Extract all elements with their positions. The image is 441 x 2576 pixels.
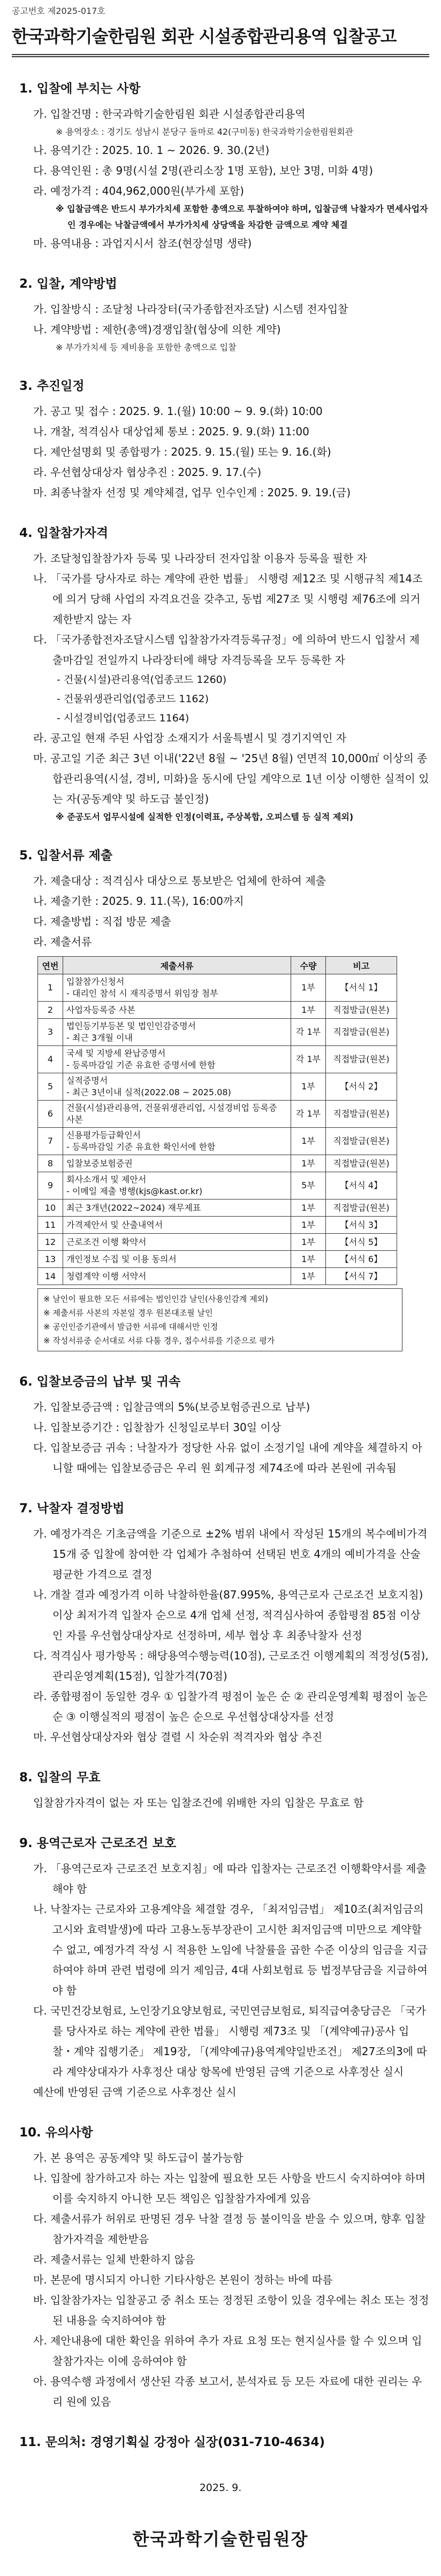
section-3 xyxy=(12,376,429,503)
document-name: 회사소개서 및 제안서 - 이메일 제출 병행(kjs@kast.or.kr) xyxy=(63,1172,291,1199)
table-row xyxy=(38,1002,397,1019)
license-item: - 건물(시설)관리용역(업종코드 1260) xyxy=(57,674,227,686)
table-row xyxy=(38,1268,397,1285)
section-1 xyxy=(12,79,429,253)
list-item: 다. 입찰보증금 귀속 : 낙찰자가 정당한 사유 없이 소정기일 내에 계약을 체결하지 아니할 때에는 입찰보증금은 우리 원 회계규정 제74조에 따라 본원에 귀속됨 xyxy=(33,1441,422,1474)
row-number: 2 xyxy=(38,1002,63,1019)
list-item: 마. 우선협상대상자와 협상 결렬 시 차순위 적격자와 협상 추진 xyxy=(33,1731,323,1743)
section-text: 입찰참가자격이 없는 자 또는 입찰조건에 위배한 자의 입찰은 무효로 함 xyxy=(33,1796,364,1809)
list-item: 다. 제안설명회 및 종합평가 : 2025. 9. 15.(월) 또는 9. 16.(화) xyxy=(33,445,331,458)
list-item: 사. 제안내용에 대한 확인을 위하여 추가 자료 요청 또는 현지실사를 할 수 있으며 입찰참가자는 이에 응하여야 함 xyxy=(33,2334,422,2367)
table-row xyxy=(38,1046,397,1073)
section-2 xyxy=(12,274,429,356)
section-11 xyxy=(12,2432,429,2450)
list-item: 다. 국민건강보험료, 노인장기요양보험료, 국민연금보험료, 퇴직급여충당금은 「국가를 당사자로 하는 계약에 관한 법률」 시행령 제73조 및 「(계약예규)공사 입찰・계약 집행기준」 제19장, 「(계약예규)용역계약일반조건」 제27조의3에 따라 계약상대자가 사후정산 대상 항목에 반영된 금액 기준으로 사후정산 실시 xyxy=(33,2004,427,2078)
list-item: 가. 입찰건명 : 한국과학기술한림원 회관 시설종합관리용역 xyxy=(33,107,306,120)
row-number: 9 xyxy=(38,1172,63,1199)
document-name: 국세 및 지방세 완납증명서 - 등록마감일 기준 유효한 증명서에 한함 xyxy=(63,1046,291,1073)
list-item: 나. 낙찰자는 근로자와 고용계약을 체결할 경우, 「최저임금법」 제10조(최저임금의 고시와 효력발생)에 따라 고용노동부장관이 고시한 최저임금액 미만으로 계약할 수 없고, 예정가격 작성 시 적용한 노임에 낙찰률을 곱한 수준 이상의 임금을 지급하여야 하며 관련 법령에 의거 제임금, 4대 사회보험료 등 법정부담금을 지급하여야 함 xyxy=(33,1903,428,1997)
list-item: 가. 제출대상 : 적격심사 대상으로 통보받은 업체에 한하여 제출 xyxy=(33,874,326,887)
row-number: 6 xyxy=(38,1101,63,1128)
list-item: 가. 본 용역은 공동계약 및 하도급이 불가능함 xyxy=(33,2151,244,2164)
row-number: 11 xyxy=(38,1217,63,1234)
list-item: 다. 제출서류가 허위로 판명된 경우 낙찰 결정 등 불이익을 받을 수 있으며, 향후 입찰참가자격을 제한받음 xyxy=(33,2212,425,2246)
list-item: 나. 제출기한 : 2025. 9. 11.(목), 16:00까지 xyxy=(33,895,244,908)
column-header: 연번 xyxy=(38,957,63,974)
section-heading: 2. 입찰, 계약방법 xyxy=(19,277,117,291)
table-body xyxy=(38,974,397,1285)
list-item: 라. 우선협상대상자 협상추진 : 2025. 9. 17.(수) xyxy=(33,466,262,479)
table-note: ※ 공인인증기관에서 발급한 서류에 대해서만 인정 xyxy=(43,1322,218,1332)
list-item: 라. 종합평점이 동일한 경우 ① 입찰가격 평점이 높은 순 ② 관리운영계획 평점이 높은 순 ③ 이행실적의 평점이 높은 순으로 우선협상대상자를 선정 xyxy=(33,1690,428,1723)
table-header-row xyxy=(38,957,397,974)
list-item: 마. 공고일 기준 최근 3년 이내('22년 8월 ~ '25년 8월) 연면적 10,000㎡ 이상의 종합관리용역(시설, 경비, 미화)을 동시에 단일 계약으로 1년 이상 이행한 실적이 있는 자(공동계약 및 하도급 불인정) xyxy=(33,752,429,805)
list-item: 나. 「국가를 당사자로 하는 계약에 관한 법률」 시행령 제12조 및 시행규칙 제14조에 의거 당해 사업의 자격요건을 갖추고, 동법 제27조 및 시행령 제76조에 의거 제한받지 않는 자 xyxy=(33,572,423,626)
remark: 【서식 3】 xyxy=(326,1217,397,1234)
row-number: 1 xyxy=(38,974,63,1002)
document-name: 최근 3개년(2022~2024) 재무제표 xyxy=(63,1199,291,1217)
list-item: 나. 입찰에 참가하고자 하는 자는 입찰에 필요한 모든 사항을 반드시 숙지하여야 하며 이를 숙지하지 아니한 모든 책임은 입찰참가자에게 있음 xyxy=(33,2172,426,2205)
table-row xyxy=(38,1101,397,1128)
section-heading: 9. 용역근로자 근로조건 보호 xyxy=(19,1836,177,1850)
quantity: 1부 xyxy=(291,1155,326,1172)
table-row xyxy=(38,974,397,1002)
remark: 직접발급(원본) xyxy=(326,1002,397,1019)
document-name: 실적증명서 - 최근 3년이내 실적(2022.08 ~ 2025.08) xyxy=(63,1073,291,1101)
table-row xyxy=(38,1172,397,1199)
quantity: 각 1부 xyxy=(291,1046,326,1073)
quantity: 1부 xyxy=(291,1128,326,1155)
list-item: 라. 제출서류는 일체 반환하지 않음 xyxy=(33,2253,195,2266)
section-heading: 3. 추진일정 xyxy=(19,379,85,393)
quantity: 1부 xyxy=(291,1002,326,1019)
quantity: 1부 xyxy=(291,974,326,1002)
document-name: 입찰참가신청서 - 대리인 참석 시 재직증명서 위임장 첨부 xyxy=(63,974,291,1002)
quantity: 1부 xyxy=(291,1234,326,1251)
row-number: 10 xyxy=(38,1199,63,1217)
note: ※ 부가가치세 등 제비용을 포함한 총액으로 입찰 xyxy=(56,342,237,352)
note: ※ 준공도서 업무시설에 실적한 인정(이력표, 주상복합, 오피스텔 등 실적 제외) xyxy=(56,812,354,822)
list-item: 다. 적격심사 평가항목 : 해당용역수행능력(10점), 근로조건 이행계획의 적정성(5점), 관리운영계획(15점), 입찰가격(70점) xyxy=(33,1649,429,1682)
contact-info: 11. 문의처: 경영기획실 강정아 실장(031-710-4634) xyxy=(19,2435,325,2449)
document-name: 사업자등록증 사본 xyxy=(63,1002,291,1019)
table-row xyxy=(38,1234,397,1251)
row-number: 5 xyxy=(38,1073,63,1101)
license-item: - 건물위생관리업(업종코드 1162) xyxy=(57,693,209,705)
remark: 【서식 6】 xyxy=(326,1251,397,1268)
section-6 xyxy=(12,1372,429,1478)
list-item: 가. 입찰보증금액 : 입찰금액의 5%(보증보험증권으로 납부) xyxy=(33,1401,310,1413)
document-name: 개인정보 수집 및 이용 동의서 xyxy=(63,1251,291,1268)
list-item: 다. 제출방법 : 직접 방문 제출 xyxy=(33,915,171,928)
remark: 직접발급(원본) xyxy=(326,1046,397,1073)
quantity: 1부 xyxy=(291,1217,326,1234)
table-notes xyxy=(37,1288,402,1351)
section-heading: 1. 입찰에 부치는 사항 xyxy=(19,82,141,96)
issuer-name: 한국과학기술한림원장 xyxy=(132,2529,309,2549)
address-note: ※ 용역장소 : 경기도 성남시 분당구 돌마로 42(구미동) 한국과학기술한림원회관 xyxy=(56,127,354,137)
section-9 xyxy=(12,1833,429,2102)
column-header: 수량 xyxy=(291,957,326,974)
list-item: 라. 공고일 현재 주된 사업장 소재지가 서울특별시 및 경기지역인 자 xyxy=(33,732,347,744)
row-number: 13 xyxy=(38,1251,63,1268)
list-item: 다. 용역인원 : 총 9명(시설 2명(관리소장 1명 포함), 보안 3명, 미화 4명) xyxy=(33,164,373,177)
list-item: 바. 입찰참가자는 입찰공고 중 취소 또는 정정된 조항이 있을 경우에는 취소 또는 정정된 내용을 숙지하여야 함 xyxy=(33,2294,429,2327)
remark: 직접발급(원본) xyxy=(326,1199,397,1217)
documents-table xyxy=(37,956,397,1285)
table-row xyxy=(38,1217,397,1234)
column-header: 비고 xyxy=(326,957,397,974)
list-item: 마. 본문에 명시되지 아니한 기타사항은 본원이 정하는 바에 따름 xyxy=(33,2273,333,2286)
remark: 【서식 4】 xyxy=(326,1172,397,1199)
remark: 【서식 5】 xyxy=(326,1234,397,1251)
document-name: 가격제안서 및 산출내역서 xyxy=(63,1217,291,1234)
quantity: 1부 xyxy=(291,1268,326,1285)
document-name: 청렴계약 이행 서약서 xyxy=(63,1268,291,1285)
remark: 직접발급(원본) xyxy=(326,1128,397,1155)
list-item: 마. 용역내용 : 과업지시서 참조(현장설명 생략) xyxy=(33,237,252,250)
row-number: 8 xyxy=(38,1155,63,1172)
quantity: 1부 xyxy=(291,1199,326,1217)
list-item: 나. 개찰 결과 예정가격 이하 낙찰하한율(87.995%, 용역근로자 근로조건 보호지침) 이상 최저가격 입찰자 순으로 4개 업체 선정, 적격심사하여 종합평점 85점 이상인 자를 우선협상대상자로 선정하며, 세부 협상 후 최종낙찰자 선정 xyxy=(33,1588,423,1642)
list-item: 나. 입찰보증기간 : 입찰참가 신청일로부터 30일 이상 xyxy=(33,1421,282,1434)
row-number: 4 xyxy=(38,1046,63,1073)
quantity: 각 1부 xyxy=(291,1019,326,1046)
table-row xyxy=(38,1155,397,1172)
notice-number: 공고번호 제2025-017호 xyxy=(12,6,105,16)
list-item: 가. 예정가격은 기초금액을 기준으로 ±2% 범위 내에서 작성된 15개의 복수예비가격 15개 중 입찰에 참여한 각 업체가 추첨하여 선택된 번호 4개의 예비가격을 산술평균한 가격으로 결정 xyxy=(33,1527,428,1581)
section-8 xyxy=(12,1767,429,1813)
table-note: ※ 날인이 필요한 모든 서류에는 법인인감 날인(사용인감계 제외) xyxy=(43,1294,268,1304)
remark: 【서식 2】 xyxy=(326,1073,397,1101)
section-10 xyxy=(12,2123,429,2412)
document-name: 근로조건 이행 확약서 xyxy=(63,1234,291,1251)
page-title: 한국과학기술한림원 회관 시설종합관리용역 입찰공고 xyxy=(12,26,397,47)
section-heading: 7. 낙찰자 결정방법 xyxy=(19,1502,125,1516)
list-item: 라. 제출서류 xyxy=(33,935,92,948)
table-row xyxy=(38,1199,397,1217)
list-item: 마. 최종낙찰자 선정 및 계약체결, 업무 인수인계 : 2025. 9. 19.(금) xyxy=(33,486,351,499)
section-heading: 5. 입찰서류 제출 xyxy=(19,849,113,863)
remark: 직접발급(원본) xyxy=(326,1155,397,1172)
list-item: 가. 공고 및 접수 : 2025. 9. 1.(월) 10:00 ~ 9. 9.(화) 10:00 xyxy=(33,405,323,418)
vat-note: ※ 입찰금액은 반드시 부가가치세 포함한 총액으로 투찰하여야 하며, 입찰금액 낙찰자가 면세사업자인 경우에는 낙찰금액에서 부가가치세 상당액을 차감한 금액으로 계약 체결 xyxy=(56,204,428,230)
section-heading: 8. 입찰의 무효 xyxy=(19,1771,101,1785)
remark: 직접발급(원본) xyxy=(326,1101,397,1128)
list-item: 나. 계약방법 : 제한(총액)경쟁입찰(협상에 의한 계약) xyxy=(33,323,281,336)
remark: 【서식 1】 xyxy=(326,974,397,1002)
column-header: 제출서류 xyxy=(63,957,291,974)
table-row xyxy=(38,1251,397,1268)
remark: 직접발급(원본) xyxy=(326,1019,397,1046)
title-divider xyxy=(12,54,429,57)
remark: 【서식 7】 xyxy=(326,1268,397,1285)
section-heading: 10. 유의사항 xyxy=(19,2126,93,2140)
list-item: 가. 조달청입찰참가자 등록 및 나라장터 전자입찰 이용자 등록을 필한 자 xyxy=(33,552,367,565)
quantity: 5부 xyxy=(291,1172,326,1199)
table-row xyxy=(38,1128,397,1155)
table-row xyxy=(38,1019,397,1046)
section-5 xyxy=(12,845,429,1351)
list-item: 예산에 반영된 금액 기준으로 사후정산 실시 xyxy=(33,2086,237,2098)
row-number: 12 xyxy=(38,1234,63,1251)
document-name: 입찰보증보험증권 xyxy=(63,1155,291,1172)
list-item: 아. 용역수행 과정에서 생산된 각종 보고서, 분석자료 등 모든 자료에 대한 권리는 우리 원에 있음 xyxy=(33,2375,422,2408)
list-item: 라. 예정가격 : 404,962,000원(부가세 포함) xyxy=(33,184,244,197)
list-item: 가. 입찰방식 : 조달청 나라장터(국가종합전자조달) 시스템 전자입찰 xyxy=(33,303,348,316)
quantity: 1부 xyxy=(291,1251,326,1268)
announcement-date: 2025. 9. xyxy=(199,2482,242,2494)
section-heading: 6. 입찰보증금의 납부 및 귀속 xyxy=(19,1375,181,1389)
section-heading: 4. 입찰참가자격 xyxy=(19,526,109,540)
document-name: 건물(시설)관리용역, 건물위생관리업, 시설경비업 등록증 사본 xyxy=(63,1101,291,1128)
row-number: 3 xyxy=(38,1019,63,1046)
quantity: 각 1부 xyxy=(291,1101,326,1128)
list-item: 나. 개찰, 적격심사 대상업체 통보 : 2025. 9. 9.(화) 11:00 xyxy=(33,425,309,438)
list-item: 나. 용역기간 : 2025. 10. 1 ~ 2026. 9. 30.(2년) xyxy=(33,144,270,157)
row-number: 14 xyxy=(38,1268,63,1285)
section-7 xyxy=(12,1498,429,1747)
document-name: 신용평가등급확인서 - 등록마감일 기준 유효한 확인서에 한함 xyxy=(63,1128,291,1155)
list-item: 다. 「국가종합전자조달시스템 입찰참가자격등록규정」에 의하여 반드시 입찰서 제출마감일 전일까지 나라장터에 해당 자격등록을 모두 등록한 자 xyxy=(33,633,420,666)
list-item: 가. 「용역근로자 근로조건 보호지침」에 따라 입찰자는 근로조건 이행확약서를 제출해야 함 xyxy=(33,1862,427,1895)
table-row xyxy=(38,1073,397,1101)
quantity: 1부 xyxy=(291,1073,326,1101)
document-name: 법인등기부등본 및 법인인감증명서 - 최근 3개월 이내 xyxy=(63,1019,291,1046)
table-note: ※ 제출서류 사본의 자본일 경우 원본대조필 날인 xyxy=(43,1308,213,1318)
table-note: ※ 작성서류중 순서대로 서류 다툼 경우, 접수서류를 기준으로 평가 xyxy=(43,1336,275,1345)
row-number: 7 xyxy=(38,1128,63,1155)
section-4 xyxy=(12,523,429,825)
license-item: - 시설경비업(업종코드 1164) xyxy=(57,712,189,724)
